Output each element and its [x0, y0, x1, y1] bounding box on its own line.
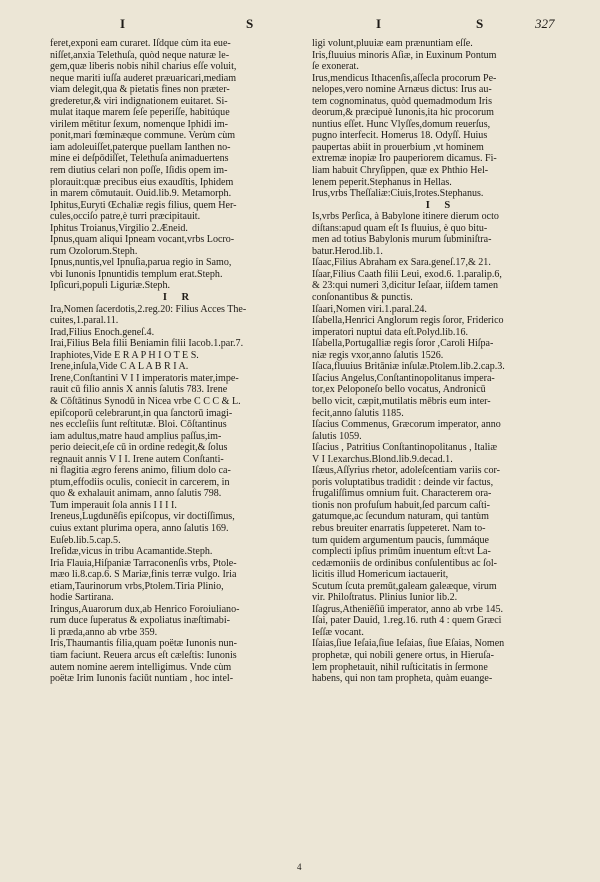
text-line: in marem cōmutauit. Ouid.lib.9. Metamorph. [50, 188, 232, 200]
text-line: Irai,Filius Bela filii Beniamin filii Iacob.1.par.7. [50, 338, 244, 350]
text-line: imperatori nuptui data eſt.Polyd.lib.16. [312, 326, 468, 338]
section-letter-heading: I S [425, 199, 457, 211]
text-line: batur.Herod.lib.1. [312, 245, 383, 257]
text-line: ſe exonerat. [312, 61, 359, 73]
text-line: cules,occiſo patre,è turri præcipitauit. [50, 211, 201, 223]
signature-mark: 4 [297, 862, 302, 872]
text-line: Tum imperauit ſola annis I I I I. [50, 499, 177, 511]
text-line: Iringus,Auarorum dux,ab Henrico Foroiuliano- [50, 603, 240, 615]
text-line: plorauit:quæ precibus eius exaudītis, Iphidem [50, 176, 234, 188]
text-line: Ieſſæ vocant. [312, 626, 364, 638]
running-head-right-letter-1: I [376, 16, 384, 31]
text-line: nelopes,vero nomine Arnæus dictus: Irus au- [312, 84, 492, 96]
text-line: regnauit annis V I I. Irene autem Conſtanti- [50, 453, 224, 465]
text-line: quo & exhalauit animam, anno ſalutis 798. [50, 488, 222, 500]
section-letter-heading: I R [162, 292, 196, 304]
text-line: complecti ipſius primūm inuentum eſt:vt La- [312, 546, 491, 558]
text-line: Ipnus,nuntis,vel Ipnuſia,parua regio in Samo, [50, 257, 232, 269]
text-line: cuius extant plurima opera, anno ſalutis 169. [50, 522, 229, 534]
text-line: Iſai, pater Dauid, 1.reg.16. ruth 4 : quem Græci [312, 615, 502, 627]
text-line: Iſaar,Filius Caath filii Leui, exod.6. 1.paralip.6, [312, 268, 502, 280]
text-line: Iſaca,fluuius Britāniæ inſulæ.Ptolem.lib.2.cap.3. [312, 361, 505, 373]
text-line: tem cognominatus, quòd quemadmodum Iris [312, 95, 492, 107]
text-line: cedæmoniis de ordinibus conſulentibus ac ſol- [312, 557, 497, 569]
text-line: Iſæus,Aſſyrius rhetor, adoleſcentiam variis cor- [312, 465, 501, 477]
running-head-right-letter-2: S [476, 16, 486, 31]
text-line: Iſacius Commenus, Græcorum imperator, anno [312, 419, 501, 431]
text-line: Euſeb.lib.5.cap.5. [50, 534, 121, 546]
text-line: frugaliſſimus omnium fuit. Characterem ora- [312, 488, 492, 500]
text-line: conſonantibus & punctis. [312, 292, 413, 304]
text-line: Iraphiotes,Vide E R A P H I O T E S. [50, 349, 199, 361]
text-line: Iſacius , Patritius Conſtantinopolitanus , Italiæ [312, 442, 498, 454]
text-line: Irus,vrbs Theſſaliæ:Ciuis,Irotes.Stephanus. [312, 188, 484, 200]
text-line: vir. Philoſtratus. Plinius Iunior lib.2. [312, 592, 458, 604]
text-line: Ireſidæ,vicus in tribu Acamantide.Steph. [50, 546, 213, 558]
text-line: Iris,fluuius minoris Aſiæ, in Euxinum Pontum [312, 49, 497, 61]
text-line: Ira,Nomen ſacerdotis,2.reg.20: Filius Acces The- [50, 303, 247, 315]
text-line: iam adoleuiſſet,paterque puellam Ianthen no- [50, 141, 231, 153]
text-line: mulat itaque marem ſeſe peperiſſe, habitúque [50, 107, 230, 119]
text-line: rauit cū filio annis X annis ſalutis 783. Irene [50, 384, 228, 396]
text-line: Iria Flauia,Hiſpaniæ Tarraconenſis vrbs, Ptole- [50, 557, 237, 569]
text-line: & 23:qui numeri 3,dicitur Ieſaar, iiſdem tamen [312, 280, 498, 292]
text-line: nes eccleſiis ſunt reſtitutæ. Bloi. Cōſtantinus [50, 419, 227, 431]
text-line: Iſaias,ſiue Ieſaia,ſiue Ieſaias, ſiue Eſaias, Nomen [312, 638, 505, 650]
text-line: Ipſicuri,populi Liguriæ.Steph. [50, 280, 170, 292]
text-line: Iris,Thaumantis filia,quam poëtæ Iunonis nun- [50, 638, 237, 650]
text-line: perio deiecit,eſe cū in ordine redegit,& ſolus [50, 442, 228, 454]
text-line: Is,vrbs Perſica, à Babylone itinere dierum octo [312, 211, 499, 223]
text-line: gatumque,ac ſecundum naturam, qui tantùm [312, 511, 489, 523]
text-line: iam adultus,matre haud amplius paſſus,im- [50, 430, 222, 442]
text-line: Iſagrus,Atheniēſiū imperator, anno ab vrbe 145. [312, 603, 503, 615]
text-line: bello vicit, cæpit,mutilatis mēbris eum inter- [312, 395, 491, 407]
left-text-column [50, 38, 308, 685]
text-line: V I I.exarchus.Blond.lib.9.decad.1. [312, 453, 453, 465]
text-line: Irus,mendicus Ithacenſis,aſſecla procorum Pe- [312, 72, 497, 84]
text-line: tiam faciunt. Reuera arcus eſt cæleſtis: Iunonis [50, 649, 237, 661]
text-line: licitis illud Homericum iactauerit, [312, 569, 449, 581]
page-number: 327 [535, 16, 555, 31]
text-line: Iſabella,Henrici Anglorum regis ſoror, Friderico [312, 315, 504, 327]
running-head-left-letter-2: S [246, 16, 256, 31]
text-line: niæ regis vxor,anno ſalutis 1526. [312, 349, 444, 361]
text-line: Irene,Conſtantini V I I imperatoris mater,impe- [50, 372, 239, 384]
text-line: gem,quæ liberis nobis nihil charius eſſe voluit, [50, 61, 237, 73]
text-line: paupertas abiit in prouerbium ,vt hominem [312, 141, 484, 153]
text-line: Iphitus,Euryti Œchaliæ regis filius, quem Her- [50, 199, 237, 211]
text-line: Ireneus,Lugdunēſis epiſcopus, vir doctiſſimus, [50, 511, 235, 523]
text-line: tor,ex Peloponeſo bello vocatus, Andronicū [312, 384, 486, 396]
text-line: Iphitus Troianus,Virgilio 2.Æneid. [50, 222, 188, 234]
running-head-left-letter-1: I [120, 16, 128, 31]
text-line: rem diutius celari non poſſe, Iſidis opem im- [50, 165, 228, 177]
text-line: li præda,anno ab vrbe 359. [50, 626, 158, 638]
text-line: niſſet,anxia Telethuſa, quòd neque naturæ le- [50, 49, 230, 61]
text-line: etiam,Taurinorum vrbs,Ptolem.Tiria Plinio, [50, 580, 224, 592]
text-line: viam delegit,qua & pietatis fines non præter- [50, 84, 230, 96]
text-line: rebus breuiter enarratis ſuppeteret. Nam to- [312, 522, 486, 534]
text-line: prophetæ, qui nobili genere ortus, in Hieruſa- [312, 649, 494, 661]
text-line: diſtans:apud quam eſt Is fluuius, è quo bitu- [312, 222, 488, 234]
text-line: Iſaac,Filius Abraham ex Sara.geneſ.17,& 21. [312, 257, 491, 269]
text-line: habens, qui non tam propheta, quàm euange- [312, 673, 493, 685]
text-line: mæo li.8.cap.6. S Mariæ,finis terræ vulgo. Iria [50, 569, 237, 581]
text-line: tum quidem argumentum paucis, ſummáque [312, 534, 489, 546]
text-line: ni flagitia ægro ferens animo, filium dolo ca- [50, 465, 231, 477]
text-line: neque mariti iuſſa auderet præuaricari,mediam [50, 72, 237, 84]
text-line: Iſaari,Nomen viri.1.paral.24. [312, 303, 427, 315]
text-line: Irene,inſula,Vide C A L A B R I A. [50, 361, 189, 373]
text-line: cuites,1.paral.11. [50, 315, 119, 327]
text-line: Iſabella,Portugalliæ regis ſoror ,Caroli Hiſpa- [312, 338, 494, 350]
text-line: extremæ inopiæ Iro pauperiorem dicamus. Fi- [312, 153, 497, 165]
text-line: poris voluptatibus tradidit : deinde vir factus, [312, 476, 494, 488]
text-line: poëtæ Irim Iunonis faciūt nuntiam , hoc intel- [50, 673, 234, 685]
text-line: Ipnus,quam aliqui Ipneam vocant,vrbs Locro- [50, 234, 235, 246]
text-line: Iſacius Angelus,Conſtantinopolitanus impera- [312, 372, 495, 384]
right-text-column [312, 38, 570, 685]
text-line: Scutum ſcuta premūt,galeam galeæque, virum [312, 580, 497, 592]
text-line: ptum,effodiis oculis, coniecit in carcerem, in [50, 476, 230, 488]
text-line: ponit,mari fœminæque commune. Verùm cùm [50, 130, 236, 142]
text-line: feret,exponi eam curaret. Iſdque cùm ita eue- [50, 38, 231, 49]
text-line: deorum,& præcipuè Iunonis,ita hic procorum [312, 107, 494, 119]
text-line: autem nomine aerem intelligimus. Vnde cùm [50, 661, 232, 673]
text-line: liam habuit Chryſippen, quæ ex Phthio Hel- [312, 165, 489, 177]
text-line: epiſcoporū celebrarunt,in qua ſanctorū imagi- [50, 407, 233, 419]
text-line: ſalutis 1059. [312, 430, 362, 442]
text-line: hodie Sartirana. [50, 592, 114, 604]
text-line: Irad,Filius Enoch.geneſ.4. [50, 326, 155, 338]
text-line: nuntius eſſet. Hunc Vlyſſes,domum reuerſus, [312, 118, 491, 130]
text-line: ligi volunt,pluuiæ eam prænuntiam eſſe. [312, 38, 473, 49]
text-line: & Cōſtātinus Synodū in Nicea vrbe C C C & L. [50, 395, 241, 407]
text-line: mine ei deſpōdiſſet, Telethuſa animaduertens [50, 153, 229, 165]
text-line: fecit,anno ſalutis 1185. [312, 407, 404, 419]
text-line: pugno interfecit. Homerus 18. Odyſſ. Huius [312, 130, 488, 142]
text-line: rum Ozolorum.Steph. [50, 245, 138, 257]
text-line: virilem mētitur ſexum, nomenque Iphidi im- [50, 118, 229, 130]
text-line: tionis non profuſum habuit,ſed parcum caſti- [312, 499, 491, 511]
text-line: lem prophetauit, nihil ruſticitatis in ſermone [312, 661, 488, 673]
text-line: lenem peperit.Stephanus in Hellas. [312, 176, 452, 188]
text-line: rum duce ſuperatus & expoliatus inæſtimabi- [50, 615, 230, 627]
text-line: men ad totius Babylonis murum ſubminiſtra- [312, 234, 492, 246]
text-line: grederetur,& viri indignationem euitaret. Si- [50, 95, 228, 107]
running-head [0, 16, 600, 34]
text-line: vbi Iunonis Ipnuntidis templum erat.Steph. [50, 268, 223, 280]
